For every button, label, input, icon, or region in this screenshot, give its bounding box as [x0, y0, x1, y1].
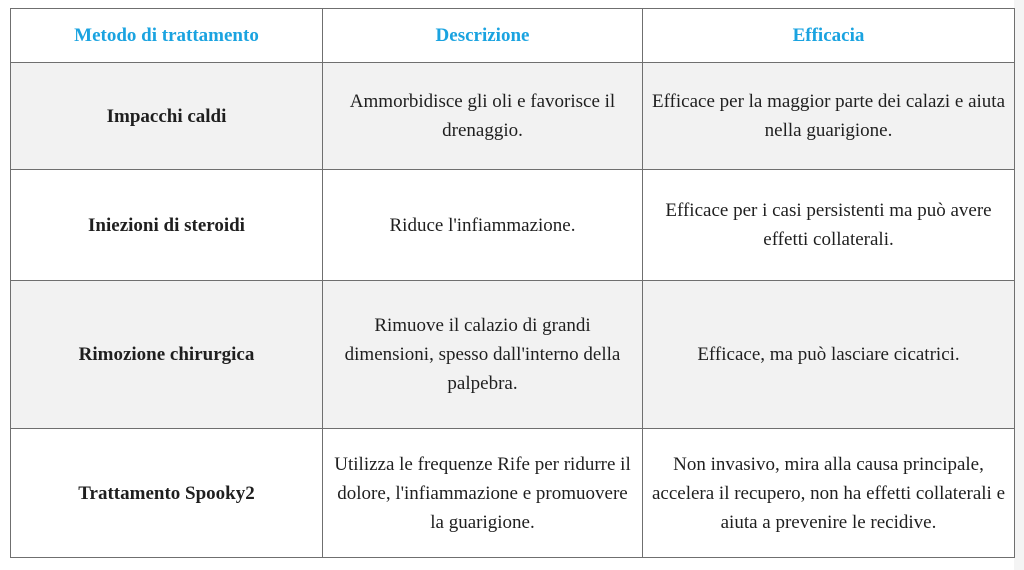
scroll-gutter	[1014, 0, 1024, 570]
table-row	[11, 63, 1015, 170]
description-cell: Ammorbidisce gli oli e favorisce il drenaggio.	[323, 63, 643, 170]
table-row	[11, 281, 1015, 429]
header-row	[11, 9, 1015, 63]
table-row	[11, 170, 1015, 281]
description-cell: Riduce l'infiammazione.	[323, 170, 643, 281]
header-description: Descrizione	[323, 9, 643, 63]
header-efficacy: Efficacia	[643, 9, 1015, 63]
efficacy-cell: Efficace per la maggior parte dei calazi e aiuta nella guarigione.	[643, 63, 1015, 170]
method-cell: Impacchi caldi	[11, 63, 323, 170]
method-cell: Rimozione chirurgica	[11, 281, 323, 429]
efficacy-cell: Non invasivo, mira alla causa principale, accelera il recupero, non ha effetti collaterali e aiuta a prevenire le recidive.	[643, 429, 1015, 558]
table-row	[11, 429, 1015, 558]
description-cell: Rimuove il calazio di grandi dimensioni, spesso dall'interno della palpebra.	[323, 281, 643, 429]
efficacy-cell: Efficace per i casi persistenti ma può avere effetti collaterali.	[643, 170, 1015, 281]
method-cell: Iniezioni di steroidi	[11, 170, 323, 281]
efficacy-cell: Efficace, ma può lasciare cicatrici.	[643, 281, 1015, 429]
description-cell: Utilizza le frequenze Rife per ridurre il dolore, l'infiammazione e promuovere la guarigione.	[323, 429, 643, 558]
method-cell: Trattamento Spooky2	[11, 429, 323, 558]
treatment-table	[10, 8, 1015, 558]
header-method: Metodo di trattamento	[11, 9, 323, 63]
